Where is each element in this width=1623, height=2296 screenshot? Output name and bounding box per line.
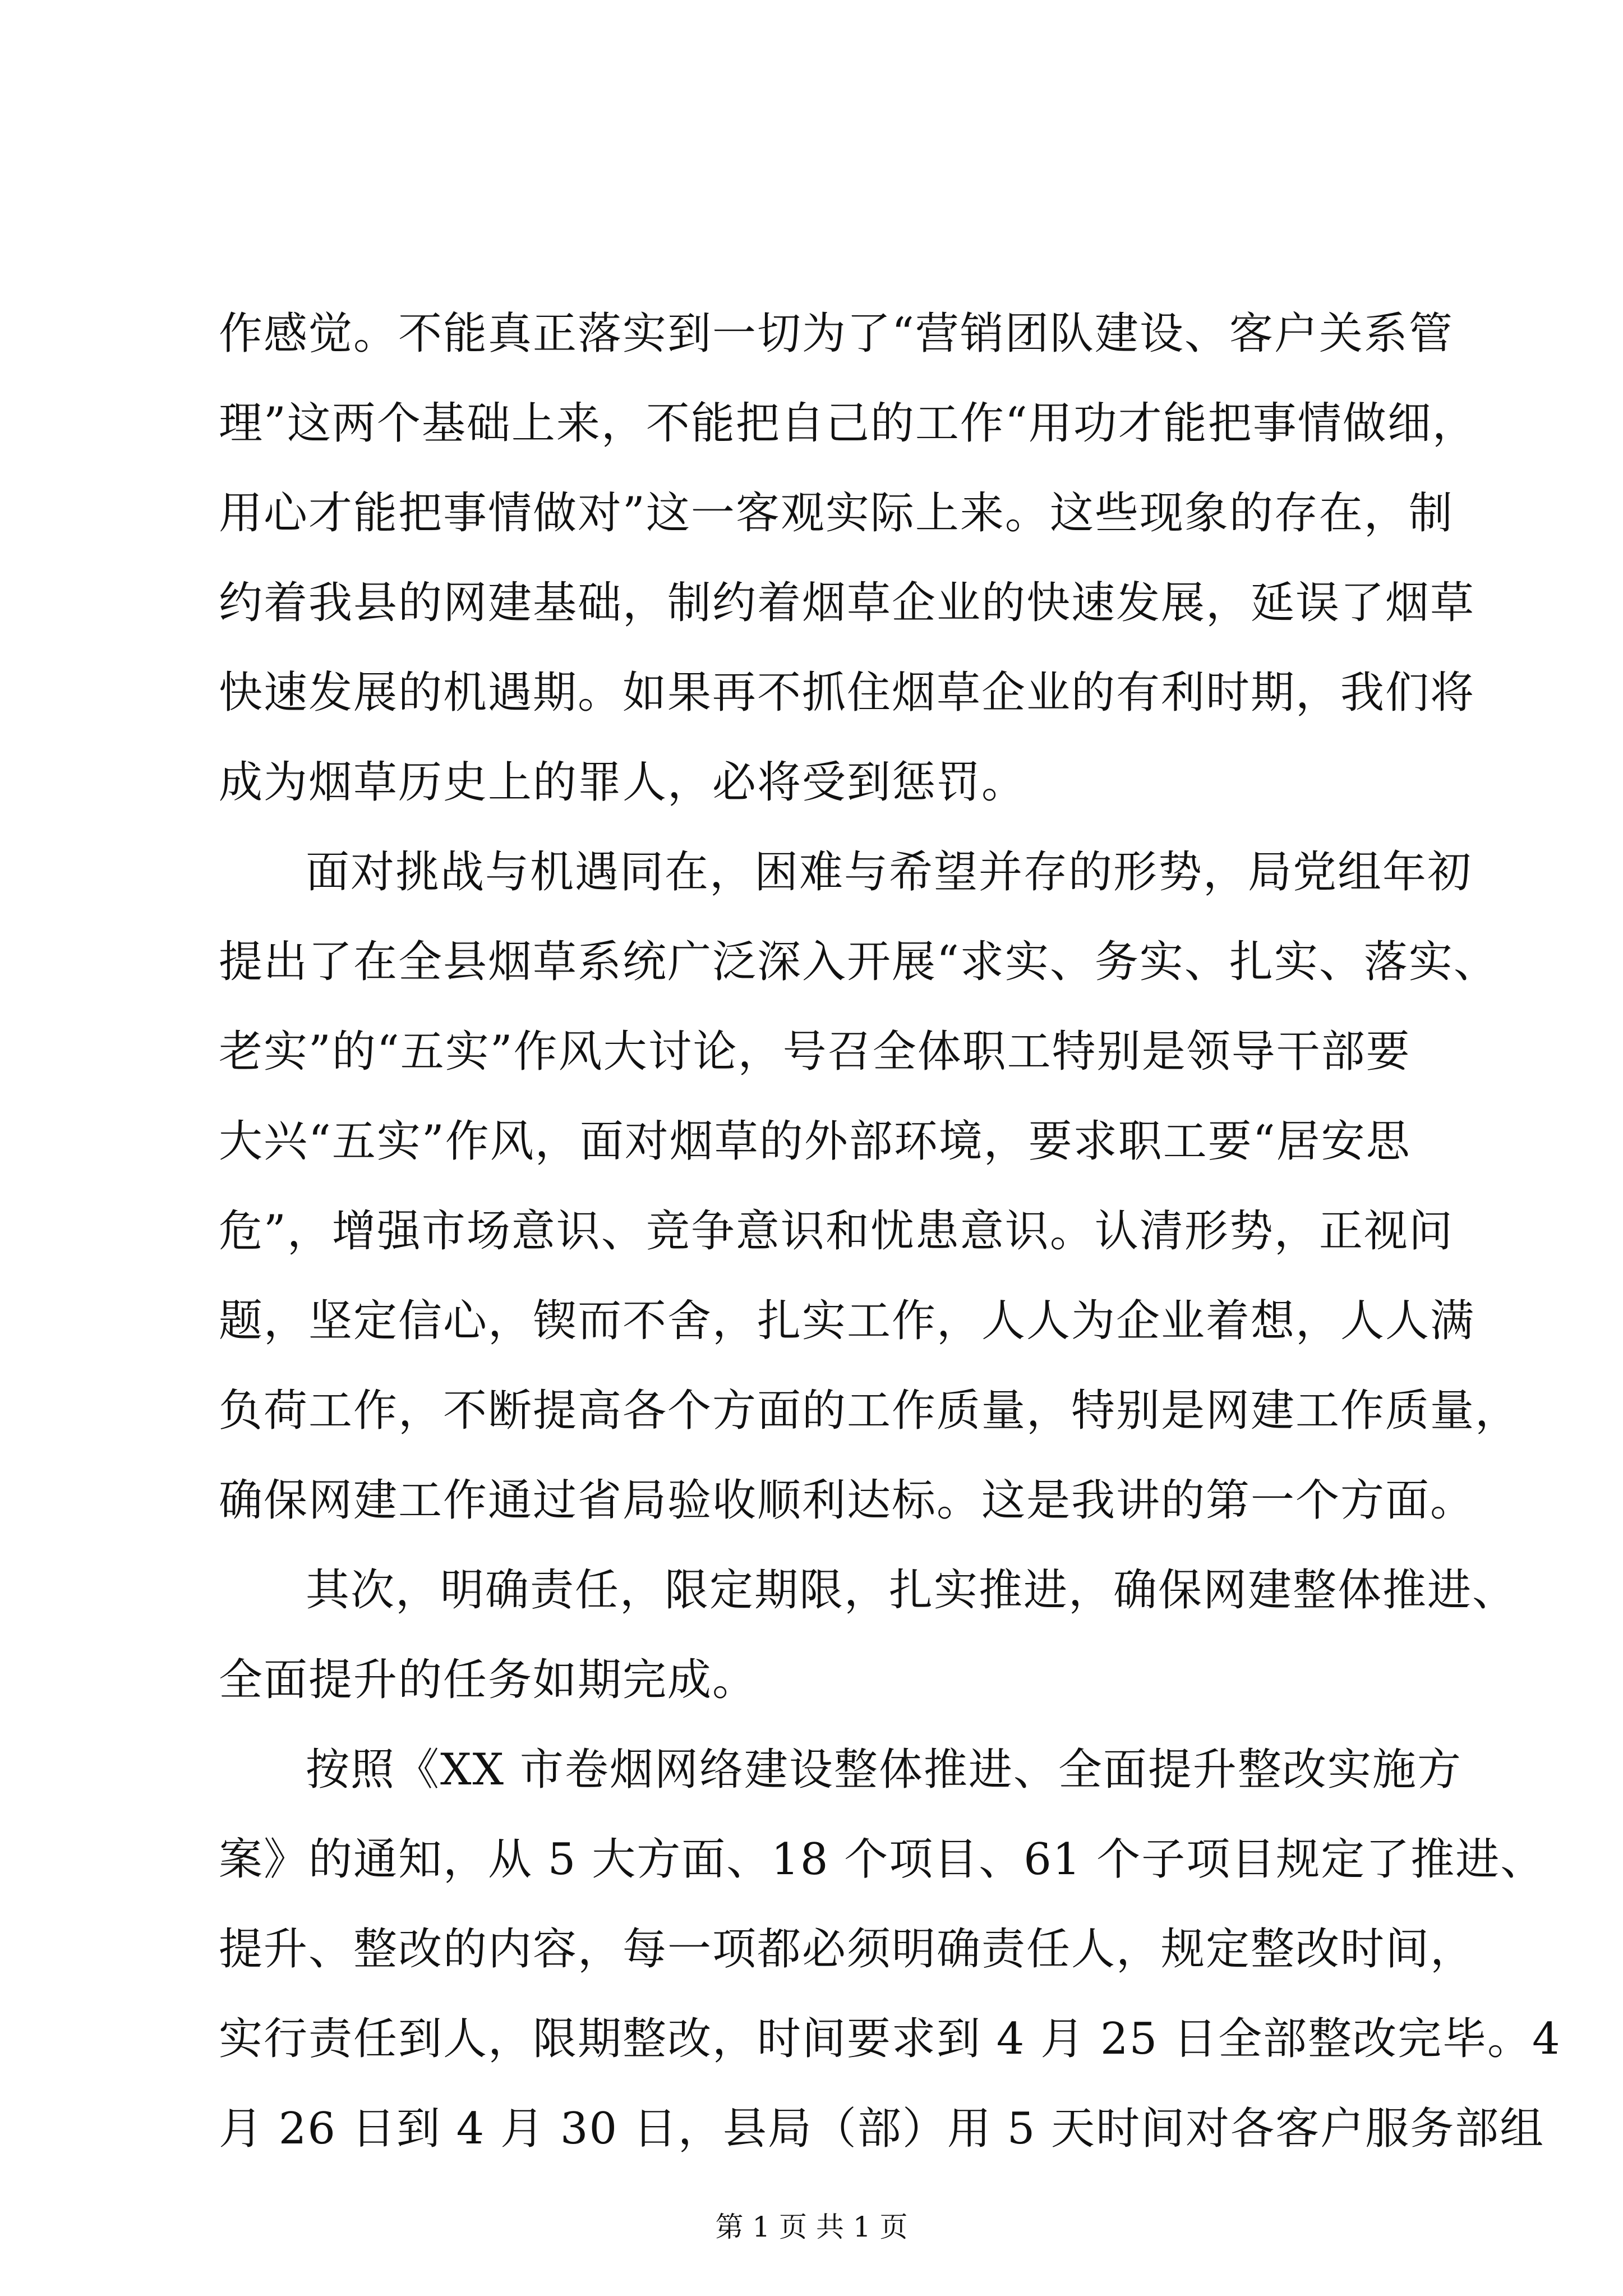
text-line: 实行责任到人，限期整改，时间要求到 4 月 25 日全部整改完毕。4: [219, 2014, 1561, 2064]
text-line: 题，坚定信心，锲而不舍，扎实工作，人人为企业着想，人人满: [219, 1296, 1476, 1346]
text-line: 理”这两个基础上来，不能把自己的工作“用功才能把事情做细，: [219, 398, 1477, 449]
text-line: 确保网建工作通过省局验收顺利达标。这是我讲的第一个方面。: [219, 1475, 1476, 1526]
paragraph-first-line: 其次，明确责任，限定期限，扎实推进，确保网建整体推进、: [306, 1565, 1518, 1616]
text-line: 快速发展的机遇期。如果再不抓住烟草企业的有利时期，我们将: [219, 668, 1476, 718]
text-line: 大兴“五实”作风，面对烟草的外部环境，要求职工要“居安思: [219, 1116, 1411, 1167]
text-line: 用心才能把事情做对”这一客观实际上来。这些现象的存在，制: [219, 488, 1454, 539]
page-footer: 第 1 页 共 1 页: [715, 2211, 908, 2243]
paragraph-first-line: 面对挑战与机遇同在，困难与希望并存的形势，局党组年初: [306, 847, 1473, 898]
text-line: 提出了在全县烟草系统广泛深入开展“求实、务实、扎实、落实、: [219, 937, 1498, 987]
text-line: 案》的通知，从 5 大方面、18 个项目、61 个子项目规定了推进、: [219, 1834, 1546, 1885]
paragraph-first-line: 按照《XX 市卷烟网络建设整体推进、全面提升整改实施方: [306, 1745, 1462, 1795]
text-line: 负荷工作，不断提高各个方面的工作质量，特别是网建工作质量，: [219, 1386, 1520, 1436]
text-line: 全面提升的任务如期完成。: [219, 1655, 758, 1705]
text-line: 作感觉。不能真正落实到一切为了“营销团队建设、客户关系管: [219, 309, 1454, 359]
text-line: 成为烟草历史上的罪人，必将受到惩罚。: [219, 757, 1027, 808]
text-line: 老实”的“五实”作风大讨论，号召全体职工特别是领导干部要: [219, 1027, 1411, 1077]
text-line: 提升、整改的内容，每一项都必须明确责任人，规定整改时间，: [219, 1924, 1476, 1975]
text-line: 月 26 日到 4 月 30 日，县局（部）用 5 天时间对各客户服务部组: [219, 2104, 1545, 2154]
text-line: 危”，增强市场意识、竞争意识和忧患意识。认清形势，正视问: [219, 1206, 1454, 1257]
text-line: 约着我县的网建基础，制约着烟草企业的快速发展，延误了烟草: [219, 578, 1476, 628]
